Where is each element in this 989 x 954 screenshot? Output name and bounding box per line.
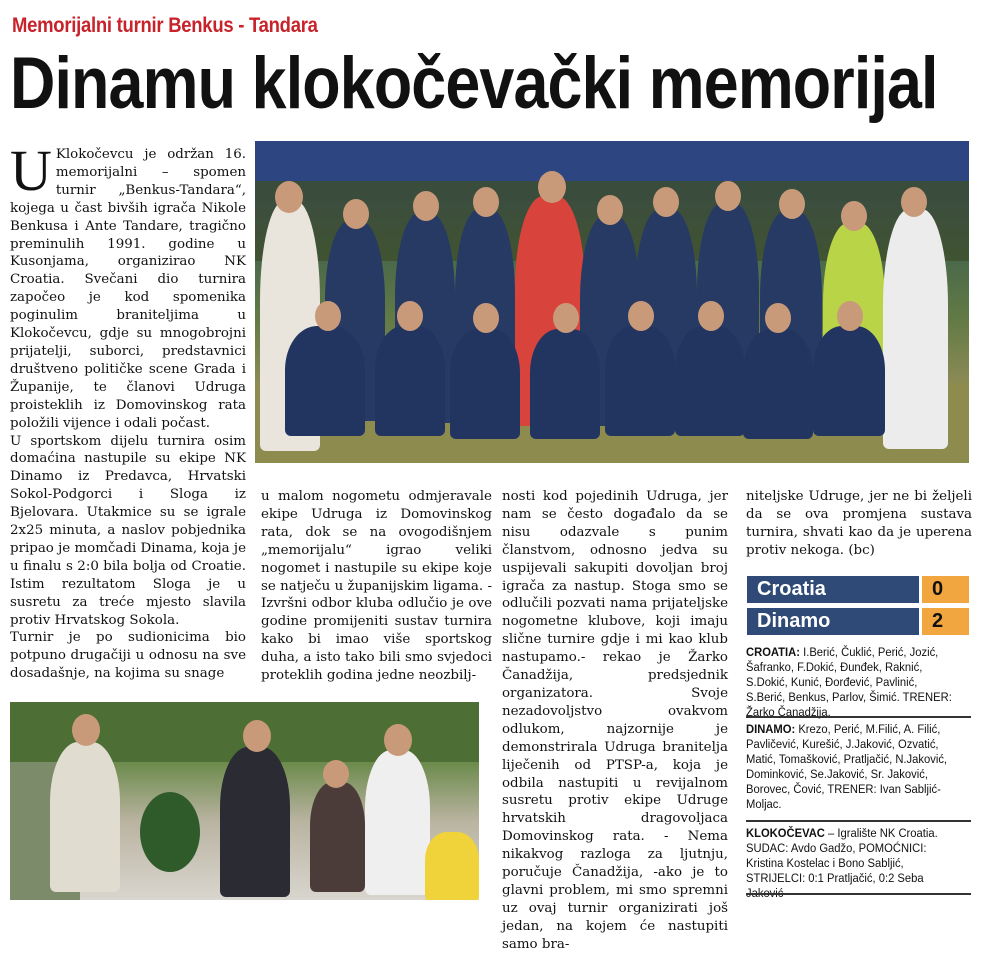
kicker: Memorijalni turnir Benkus - Tandara	[12, 14, 318, 37]
divider	[746, 893, 971, 895]
score-row-croatia	[747, 576, 969, 603]
lineup-dinamo	[746, 722, 953, 812]
score-team-name: Croatia	[747, 576, 919, 603]
article-column-4	[746, 488, 972, 560]
lineup-players: Krezo, Perić, M.Filić, A. Filić, Pavličević, Kurešić, J.Jaković, Ozvatić, Matić, Tomašković, Pratljačić, N.Jaković, Dominković, Se.Jaković, Sr. Jaković, Borovec, Čović, TRENER: Ivan Sablјić-Moljac.	[746, 722, 948, 811]
paragraph-col2: u malom nogometu odmjeravale ekipe Udruga iz Domovinskog rata, dok se na ovogodišnjem „memorijalu“ igrao veliki nogomet i nastupile su ekipe koje se natječu u županijskim ligama. -Izvršni odbor kluba odlučio je ove godine promijeniti sustav turnira kako bi imao više sportskog duha, a isto tako bili smo svjedoci proteklih godina jedne neozbilj-	[261, 489, 492, 684]
ceremony-photo	[10, 702, 479, 900]
paragraph-col3: nosti kod pojedinih Udruga, jer nam se često događalo da se nisu odazvale s punim članstvom, odnosno jedva su uspijevali sakupiti dovoljan broj igrača za nastup. Stoga smo se odlučili pozvati nama prijateljske nogometne klubove, koji imaju slične turnire gdje i mi kao klub nastupamo.- rekao je Žarko Čanadžija, predsjednik organizatora. Svoje nezadovoljstvo ovakvom odlukom, najzornije je demonstrirala Udruga branitelja liječenih od PTSP-a, koja je odbila nastupiti u revijalnom susretu protiv ekipe Udruge hrvatskih dragovoljaca Domovinskog rata. - Nema nikakvog razloga za ljutnju, poručuje Čanadžija, -ako je to glavni problem, mi smo spremni uz ovaj turnir organizirati još jedan, na kojem će nastupiti samo bra-	[502, 489, 728, 952]
article-column-3	[502, 488, 728, 954]
paragraph-2: U sportskom dijelu turnira osim domaćina nastupile su ekipe NK Dinamo iz Predavca, Hrvatski Sokol-Podgorci i Sloga iz Bjelovara. Utakmice su se igrale 2x25 minuta, a naslov pobjednika pripao je momčadi Dinama, koja je u finalu s 2:0 bila bolja od Croatie. Istim rezultatom Sloga je u susretu za treće mjesto slavila protiv Hrvatskog Sokola.	[10, 433, 246, 628]
score-team-name: Dinamo	[747, 608, 919, 635]
venue-details: – Igralište NK Croatia. SUDAC: Avdo Gadžo, POMOĆNICI: Kristina Kostelac i Bono Sabljić, STRIJELCI: 0:1 Pratljačić, 0:2 Seba Jaković	[746, 826, 938, 900]
paragraph-col4: niteljske Udruge, jer ne bi željeli da se ova promjena sustava turnira, shvati kao da je uperena protiv nekoga. (bc)	[746, 489, 972, 558]
lineup-players: I.Berić, Čuklić, Perić, Jozić, Šafranko, F.Dokić, Đunđek, Raknić, S.Dokić, Kunić, Đorđević, Pavlinić, S.Berić, Benkus, Parlov, Šimić. TRENER: Žarko Čanadžija.	[746, 645, 952, 719]
lineup-croatia	[746, 645, 953, 720]
paragraph-3: Turnir je po sudionicima bio potpuno drugačiji u odnosu na sve dosadašnje, na kojima su snage	[10, 630, 246, 682]
article-column-2	[261, 488, 492, 685]
score-goals: 0	[922, 576, 969, 603]
dropcap: U	[10, 138, 52, 203]
score-goals: 2	[922, 608, 969, 635]
match-details	[746, 826, 953, 901]
lineup-label: CROATIA:	[746, 645, 800, 659]
team-photo	[255, 141, 969, 463]
lineup-label: DINAMO:	[746, 722, 796, 736]
headline: Dinamu klokočevački memorijal	[10, 43, 938, 124]
divider	[746, 716, 971, 718]
paragraph-1: Klokočevcu je održan 16. memorijalni – spomen turnir „Benkus-Tandara“, kojega u čast bivših igrača Nikole Benkusa i Ante Tandare, tragično preminulih 1991. godine u Kusonjama, organizirao NK Croatia. Svečani dio turnira započeo je kod spomenika poginulim braniteljima u Klokočevcu, gdje su mnogobrojni prijatelji, suborci, predstavnici društveno političke scene Grada i Županije, te članovi Udruga proisteklih iz Domovinskog rata položili vijence i odali počast.	[10, 147, 246, 431]
venue-label: KLOKOČEVAC	[746, 826, 825, 840]
article-column-1	[10, 138, 246, 683]
divider	[746, 820, 971, 822]
score-row-dinamo	[747, 608, 969, 635]
